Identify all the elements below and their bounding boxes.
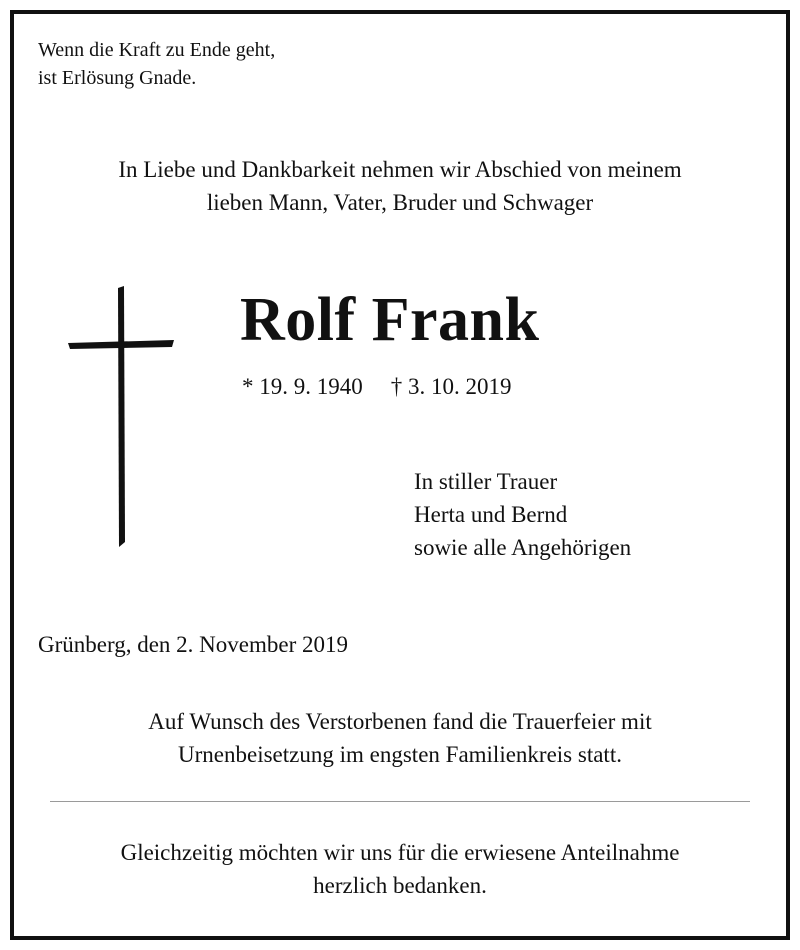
- thanks-text: [0, 836, 800, 902]
- cross-vertical-beam: [118, 286, 125, 547]
- birth-date: * 19. 9. 1940: [242, 374, 363, 399]
- funeral-notice: [0, 705, 800, 771]
- motto-line-2: ist Erlösung Gnade.: [38, 67, 197, 89]
- thanks-line-2: herzlich bedanken.: [313, 873, 487, 898]
- mourners-line-2: Herta und Bernd: [414, 502, 568, 527]
- divider-line: [50, 801, 750, 802]
- place-and-date: Grünberg, den 2. November 2019: [38, 632, 349, 657]
- life-dates: [242, 370, 512, 404]
- mourners-line-3: sowie alle Angehörigen: [414, 535, 632, 560]
- intro-text: [0, 153, 800, 219]
- notice-line-2: Urnenbeisetzung im engsten Familienkreis statt.: [178, 742, 622, 767]
- deceased-name: Rolf Frank: [240, 286, 540, 354]
- motto-line-1: Wenn die Kraft zu Ende geht,: [38, 39, 276, 61]
- mourners-line-1: In stiller Trauer: [414, 469, 558, 494]
- mourners-block: [414, 465, 631, 564]
- cross-icon: [62, 280, 182, 555]
- death-date: † 3. 10. 2019: [390, 374, 512, 399]
- motto: [38, 36, 275, 92]
- notice-line-1: Auf Wunsch des Verstorbenen fand die Trauerfeier mit: [148, 709, 652, 734]
- thanks-line-1: Gleichzeitig möchten wir uns für die erwiesene Anteilnahme: [120, 840, 680, 865]
- intro-line-2: lieben Mann, Vater, Bruder und Schwager: [206, 190, 594, 215]
- intro-line-1: In Liebe und Dankbarkeit nehmen wir Abschied von meinem: [118, 157, 682, 182]
